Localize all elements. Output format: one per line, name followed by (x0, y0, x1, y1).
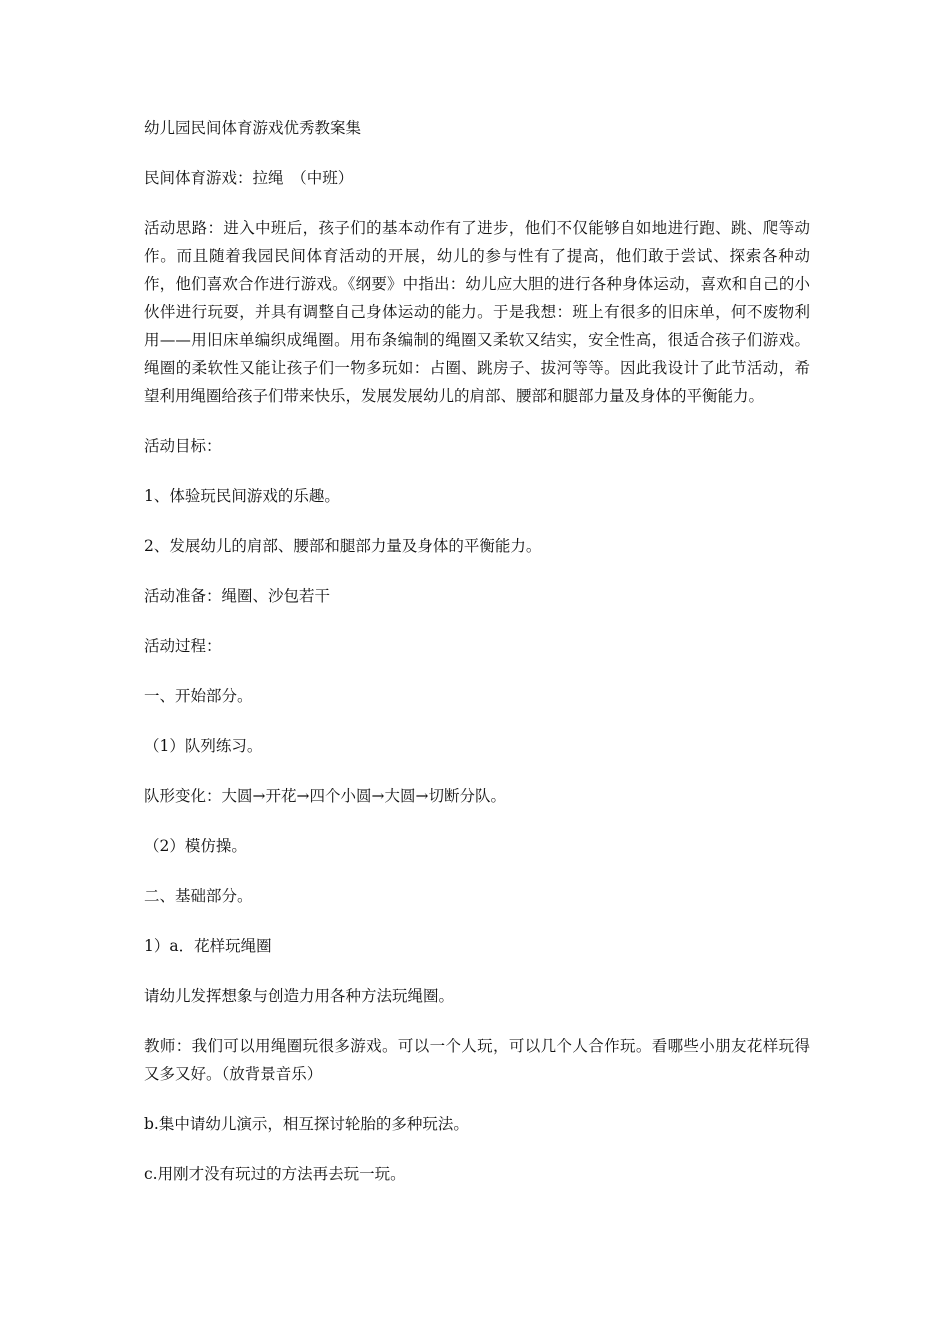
document-title: 幼儿园民间体育游戏优秀教案集 (144, 119, 362, 137)
goals-heading: 活动目标： (144, 437, 222, 455)
preparation-paragraph: 活动准备：绳圈、沙包若干 (144, 587, 331, 605)
process-heading: 活动过程： (144, 637, 222, 655)
formation-paragraph: 队形变化：大圆→开花→四个小圆→大圆→切断分队。 (144, 787, 506, 805)
part-1-item-2: （2）模仿操。 (144, 837, 247, 855)
goal-item-1: 1、体验玩民间游戏的乐趣。 (144, 487, 340, 505)
goal-item-2: 2、发展幼儿的肩部、腰部和腿部力量及身体的平衡能力。 (144, 537, 542, 555)
rationale-paragraph: 活动思路：进入中班后，孩子们的基本动作有了进步，他们不仅能够自如地进行跑、跳、爬等动作。而且随着我园民间体育活动的开展，幼儿的参与性有了提高，他们敢于尝试、探索各种动作，他们喜欢合作进行游戏。《纲要》中指出：幼儿应大胆的进行各种身体运动，喜欢和自己的小伙伴进行玩耍，并具有调整自己身体运动的能力。于是我想：班上有很多的旧床单，何不废物利用——用旧床单编织成绳圈。用布条编制的绳圈又柔软又结实，安全性高，很适合孩子们游戏。绳圈的柔软性又能让孩子们一物多玩如：占圈、跳房子、拔河等等。因此我设计了此节活动，希望利用绳圈给孩子们带来快乐，发展发展幼儿的肩部、腰部和腿部力量及身体的平衡能力。 (144, 219, 810, 405)
step-b-paragraph: b.集中请幼儿演示，相互探讨轮胎的多种玩法。 (144, 1115, 469, 1133)
part-1-item-1: （1）队列练习。 (144, 737, 263, 755)
step-c-paragraph: c.用刚才没有玩过的方法再去玩一玩。 (144, 1165, 406, 1183)
document-body (144, 114, 810, 1210)
teacher-paragraph: 教师：我们可以用绳圈玩很多游戏。可以一个人玩，可以几个人合作玩。看哪些小朋友花样玩得又多又好。（放背景音乐） (144, 1037, 810, 1083)
document-subtitle: 民间体育游戏：拉绳 （中班） (144, 169, 354, 187)
instruction-paragraph: 请幼儿发挥想象与创造力用各种方法玩绳圈。 (144, 987, 455, 1005)
part-1-heading: 一、开始部分。 (144, 687, 253, 705)
part-2-heading: 二、基础部分。 (144, 887, 253, 905)
part-2-item-1: 1）a．花样玩绳圈 (144, 937, 272, 955)
